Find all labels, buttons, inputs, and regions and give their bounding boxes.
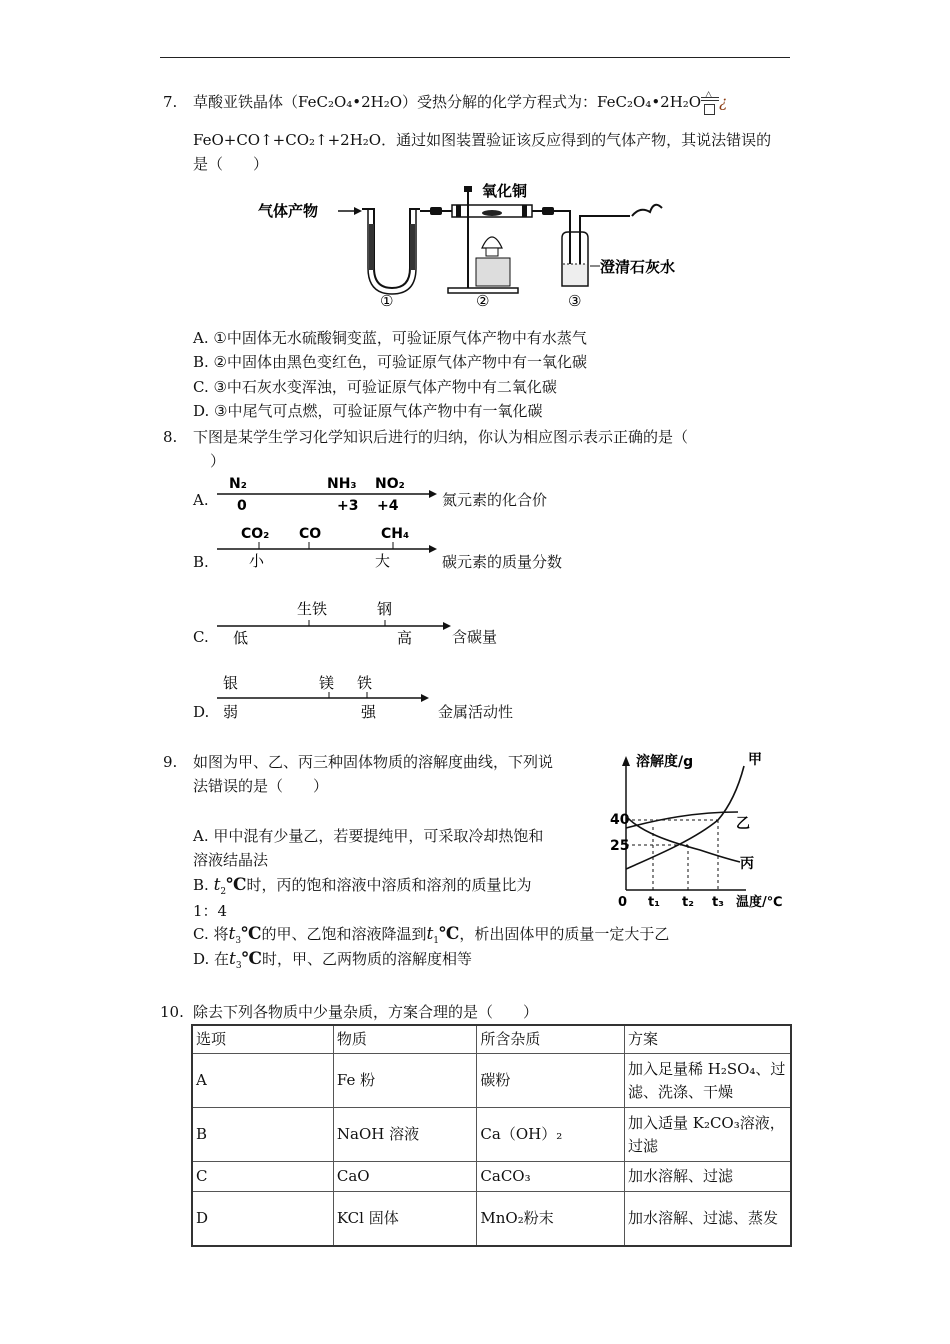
label-iron: 铁 [357,674,373,692]
label-3: ③ [568,292,582,310]
x-tick-t3: t₃ [712,895,724,910]
q8-line1: 下图是某学生学习化学知识后进行的归纳，你认为相应图示表示正确的是（ [193,428,689,446]
q7-line2: FeO+CO↑+CO₂↑+2H₂O．通过如图装置验证该反应得到的气体产物，其说法错误的 [193,131,772,149]
label-n2: N₂ [229,476,247,492]
label-no2: NO₂ [375,476,405,492]
table-cell: A [192,1054,333,1108]
q8-line2: ） [210,452,226,470]
connector-icon-2 [542,207,554,215]
label-co: CO [299,526,322,542]
label-pig-iron: 生铁 [297,600,328,618]
label-magnesium: 镁 [319,674,335,692]
arrow-head-icon [429,490,437,498]
table-row [192,1054,791,1108]
q7-option-a: A. ①中固体无水硫酸铜变蓝，可验证原气体产物中有水蒸气 [193,329,587,347]
lamp-block [476,258,510,286]
table-cell: B [192,1108,333,1162]
arrow-head-icon [354,207,362,215]
label-strong: 强 [361,703,377,721]
x-axis-label: 温度/℃ [736,895,783,910]
label-jia: 甲 [748,752,762,768]
arrow-head-icon [429,545,437,553]
tail-flame-icon [632,205,662,216]
label-plus4: +4 [377,498,399,514]
curve-bing [626,816,740,862]
delta-mark: △ [705,90,713,100]
label-co2: CO₂ [241,526,270,542]
table-cell: Ca（OH）₂ [477,1108,625,1162]
q9-number: 9. [163,753,178,771]
q7-option-c: C. ③中石灰水变浑浊，可验证原气体产物中有二氧化碳 [193,378,557,396]
table-cell: 加入足量稀 H₂SO₄、过滤、洗涤、干燥 [624,1054,791,1108]
q7-line1 [193,90,727,114]
origin-label: 0 [618,895,628,910]
label-large: 大 [375,552,391,570]
q8-b-caption: 碳元素的质量分数 [442,553,563,571]
label-1: ① [380,292,394,310]
label-plus3: +3 [337,498,359,514]
label-low: 低 [233,629,249,647]
table-row [192,1108,791,1162]
q9-line2: 法错误的是（ ） [193,777,329,795]
q8-a-caption: 氮元素的化合价 [442,491,548,509]
table-cell: CaCO₃ [477,1162,625,1192]
y-tick-25: 25 [610,838,630,854]
q10-table [191,1024,792,1247]
q7-line3: 是（ ） [193,155,269,173]
arrow-head-icon [421,694,429,702]
odd-glyph: ¿ [719,93,728,111]
table-row [192,1162,791,1192]
table-cell: NaOH 溶液 [333,1108,477,1162]
q10-line1: 除去下列各物质中少量杂质，方案合理的是（ ） [193,1003,539,1021]
header-option: 选项 [192,1025,333,1054]
table-header-row [192,1025,791,1054]
label-bing: 丙 [740,856,754,872]
table-cell: C [192,1162,333,1192]
q8-c-caption: 含碳量 [452,628,498,646]
q9-option-b-1: B. $t_2℃$时，丙的饱和溶液中溶质和溶剂的质量比为 [193,875,532,897]
q9-option-c: C. 将$t_3℃$的甲、乙饱和溶液降温到$t_1℃$，析出固体甲的质量一定大于乙 [193,924,670,946]
header-rule [160,57,790,58]
q8-number: 8. [163,428,178,446]
label-nh3: NH₃ [327,476,357,492]
label-0: 0 [237,498,247,514]
copper-oxide-label: 氧化铜 [482,182,528,200]
gas-product-label: 气体产物 [258,202,319,220]
solubility-graph [600,744,800,914]
y-tick-40: 40 [610,812,630,828]
header-plan: 方案 [624,1025,791,1054]
label-silver: 银 [223,674,239,692]
q8-a-letter: A. [193,491,209,509]
table-cell: 碳粉 [477,1054,625,1108]
q7-option-d: D. ③中尾气可点燃，可验证原气体产物中有一氧化碳 [193,402,543,420]
table-cell: CaO [333,1162,477,1192]
label-steel: 钢 [377,600,393,618]
q9-option-a-2: 溶液结晶法 [193,851,269,869]
apparatus-figure [250,176,710,311]
x-tick-t1: t₁ [648,895,660,910]
q8-c-letter: C. [193,628,209,646]
label-small: 小 [249,552,265,570]
y-axis-label: 溶解度/g [636,754,694,770]
q9-option-b-2: 1：4 [193,902,228,920]
table-cell: D [192,1192,333,1246]
label-high: 高 [397,629,413,647]
label-ch4: CH₄ [381,526,410,542]
label-weak: 弱 [223,703,239,721]
u-tube-outer [368,209,416,294]
table-cell: 加水溶解、过滤、蒸发 [624,1192,791,1246]
connector-icon [430,207,442,215]
q8-c-axis [215,598,555,648]
q7-number: 7. [163,93,178,111]
header-substance: 物质 [333,1025,477,1054]
equation-arrow [701,91,719,111]
label-2: ② [476,292,490,310]
missing-glyph-icon [704,104,715,115]
q10-number: 10. [160,1003,184,1021]
label-yi: 乙 [736,816,750,832]
q9-line1: 如图为甲、乙、丙三种固体物质的溶解度曲线，下列说 [193,753,554,771]
curve-jia [626,766,744,869]
u-tube-solid-left [369,224,374,270]
copper-oxide-sample [482,210,502,216]
x-tick-t2: t₂ [682,895,694,910]
header-impurity: 所含杂质 [477,1025,625,1054]
arrow-head-icon [443,622,451,630]
q9-option-d: D. 在$t_3℃$时，甲、乙两物质的溶解度相等 [193,949,472,971]
arrow-head-icon [622,756,630,766]
limewater-label: 澄清石灰水 [600,258,676,276]
table-cell: 加水溶解、过滤 [624,1162,791,1192]
table-cell: KCl 固体 [333,1192,477,1246]
q8-d-caption: 金属活动性 [438,703,514,721]
table-cell: Fe 粉 [333,1054,477,1108]
table-cell: 加入适量 K₂CO₃溶液，过滤 [624,1108,791,1162]
q7-option-b: B. ②中固体由黑色变红色，可验证原气体产物中有一氧化碳 [193,353,588,371]
table-cell: MnO₂粉末 [477,1192,625,1246]
lamp-flame-icon [482,237,502,248]
u-tube-solid-right [410,224,415,270]
table-row [192,1192,791,1246]
q8-d-letter: D. [193,703,210,721]
q7-line1-text: 草酸亚铁晶体（FeC₂O₄•2H₂O）受热分解的化学方程式为：FeC₂O₄•2H₂O [193,93,702,111]
q8-b-letter: B. [193,553,209,571]
q9-option-a-1: A. 甲中混有少量乙，若要提纯甲，可采取冷却热饱和 [193,827,544,845]
